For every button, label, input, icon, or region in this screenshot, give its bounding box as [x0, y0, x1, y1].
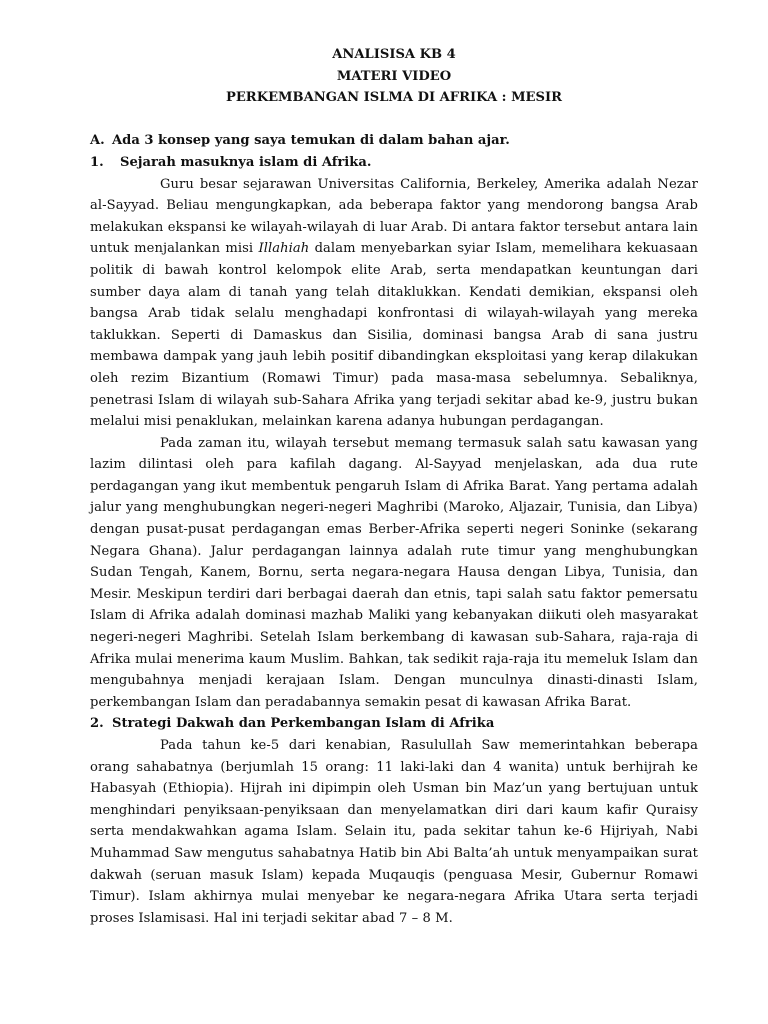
- subsection-1-heading: [90, 152, 698, 174]
- subsection-1-paragraph-2: Pada zaman itu, wilayah tersebut memang termasuk salah satu kawasan yang lazim dilintasi oleh para kafilah dagang. Al-Sayyad menjelaskan, ada dua rute perdagangan yang ikut membentuk pengaruh Islam di Afrika Barat. Yang pertama adalah jalur yang menghubungkan negeri-negeri Maghribi (Maroko, Aljazair, Tunisia, dan Libya) dengan pusat-pusat perdagangan emas Berber-Afrika seperti negeri Soninke (sekarang Negara Ghana). Jalur perdagangan lainnya adalah rute timur yang menghubungkan Sudan Tengah, Kanem, Bornu, serta negara-negara Hausa dengan Libya, Tunisia, dan Mesir. Meskipun terdiri dari berbagai daerah dan etnis, tapi salah satu faktor pemersatu Islam di Afrika adalah dominasi mazhab Maliki yang kebanyakan diikuti oleh masyarakat negeri-negeri Maghribi. Setelah Islam berkembang di kawasan sub-Sahara, raja-raja di Afrika mulai menerima kaum Muslim. Bahkan, tak sedikit raja-raja itu memeluk Islam dan mengubahnya menjadi kerajaan Islam. Dengan munculnya dinasti-dinasti Islam, perkembangan Islam dan peradabannya semakin pesat di kawasan Afrika Barat.: [90, 435, 698, 710]
- subsection-1-text: Sejarah masuknya islam di Afrika.: [120, 154, 372, 170]
- paragraph-text-part: dalam menyebarkan syiar Islam, memelihara kekuasaan politik di bawah kontrol kelompok elite Arab, serta mendapatkan keuntungan dari sumber daya alam di tanah yang telah ditaklukkan. Kendati demikian, ekspansi oleh bangsa Arab tidak selalu menghadapi konfrontasi di wilayah-wilayah yang mereka taklukkan. Seperti di Damaskus dan Sisilia, dominasi bangsa Arab di sana justru membawa dampak yang jauh lebih positif dibandingkan eksploitasi yang kerap dilakukan oleh rezim Bizantium (Romawi Timur) pada masa-masa sebelumnya. Sebaliknya, penetrasi Islam di wilayah sub-Sahara Afrika yang terjadi sekitar abad ke-9, justru bukan melalui misi penaklukan, melainkan karena adanya hubungan perdagangan.: [90, 241, 699, 430]
- section-a-number: A.: [90, 133, 105, 149]
- subsection-2-paragraph-1: Pada tahun ke-5 dari kenabian, Rasulullah Saw memerintahkan beberapa orang sahabatnya (berjumlah 15 orang: 11 laki-laki dan 4 wanita) untuk berhijrah ke Habasyah (Ethiopia). Hijrah ini dipimpin oleh Usman bin Maz’un yang bertujuan untuk menghindari penyiksaan-penyiksaan dan menyelamatkan diri dari kaum kafir Quraisy serta mendakwahkan agama Islam. Selain itu, pada sekitar tahun ke-6 Hijriyah, Nabi Muhammad Saw mengutus sahabatnya Hatib bin Abi Balta’ah untuk menyampaikan surat dakwah (seruan masuk Islam) kepada Muqauqis (penguasa Mesir, Gubernur Romawi Timur). Islam akhirnya mulai menyebar ke negara-negara Afrika Utara serta terjadi proses Islamisasi. Hal ini terjadi sekitar abad 7 – 8 M.: [90, 738, 698, 926]
- document-page: [90, 44, 698, 929]
- paragraph-text-part: Guru besar sejarawan Universitas California, Berkeley, Amerika adalah Nezar al-Sayyad. Beliau mengungkapkan, ada beberapa faktor yang mendorong bangsa Arab melakukan ekspansi ke wilayah-wilayah di luar Arab. Di antara faktor tersebut antara lain untuk menjalankan misi: [90, 176, 698, 257]
- subsection-1-paragraph-1: [90, 174, 698, 433]
- document-title-line-3: PERKEMBANGAN ISLMA DI AFRIKA : MESIR: [225, 90, 563, 106]
- italic-term: Illahiah: [258, 241, 310, 257]
- title-spacer: [90, 109, 698, 131]
- document-title-line-1: ANALISISA KB 4: [332, 47, 456, 62]
- section-a-heading: [90, 130, 698, 152]
- subsection-1-number: 1.: [90, 154, 104, 170]
- subsection-2-number: 2.: [90, 716, 104, 732]
- subsection-2-text: Strategi Dakwah dan Perkembangan Islam di Afrika: [112, 716, 495, 732]
- subsection-2-heading: [90, 713, 698, 735]
- document-title-line-2: MATERI VIDEO: [336, 68, 452, 84]
- section-a-text: Ada 3 konsep yang saya temukan di dalam bahan ajar.: [112, 133, 510, 149]
